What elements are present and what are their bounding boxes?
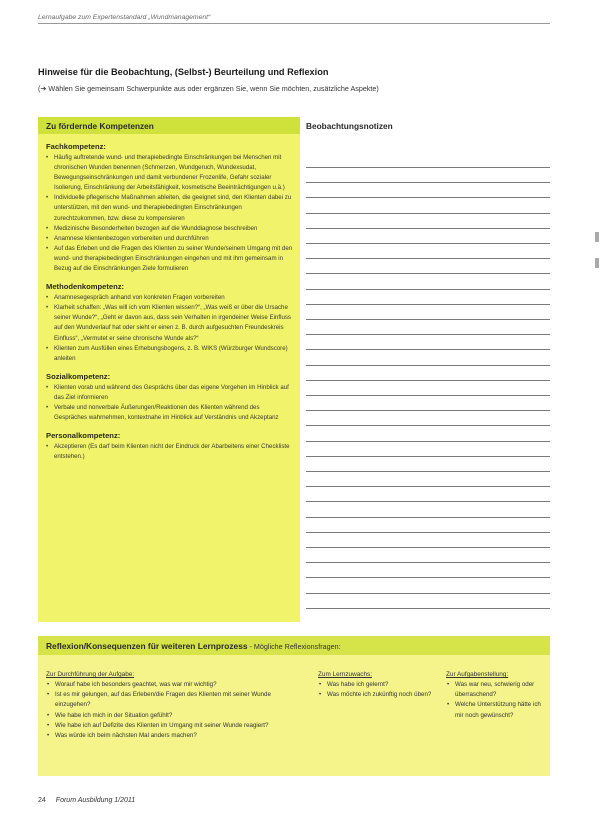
list-item: • Klarheit schaffen: „Was will ich vom Klienten wissen?“, „Was weiß er über die Ursache seiner Wunde?“, „Geht er davon aus, dass sein Verhalten in irgendeiner Weise Einfluss auf den Wundverlauf hat oder sieht er einen z. B. durch aufgesuchten Freundeskreis Einfluss“, „Vermutet er seine chronische Wunde als?“ — [46, 303, 294, 343]
notes-writing-line[interactable] — [306, 410, 550, 411]
notes-writing-line[interactable] — [306, 395, 550, 396]
competencies-column — [38, 117, 300, 622]
notes-writing-line[interactable] — [306, 471, 550, 472]
reflection-list — [46, 680, 308, 741]
notes-writing-line[interactable] — [306, 593, 550, 594]
competency-list — [46, 293, 294, 364]
notes-writing-line[interactable] — [306, 380, 550, 381]
competency-section-personal — [38, 431, 300, 462]
competency-section-fach — [38, 142, 300, 274]
competency-section-methoden — [38, 282, 300, 364]
reflection-heading — [38, 636, 550, 655]
competency-title: Personalkompetenz: — [46, 431, 121, 441]
scan-edge-mark — [595, 232, 599, 242]
list-item: • Was würde ich beim nächsten Mal anders machen? — [46, 731, 308, 741]
list-item: • Akzeptieren (Es darf beim Klienten nicht der Eindruck der Abarbeitens einer Checkliste entstehen.) — [46, 442, 294, 462]
observation-notes-column — [300, 117, 550, 622]
reflection-col-execution — [46, 671, 308, 741]
page-title: Hinweise für die Beobachtung, (Selbst-) Beurteilung und Reflexion — [38, 67, 329, 77]
notes-writing-line[interactable] — [306, 441, 550, 442]
page-number: 24 — [38, 797, 46, 804]
notes-writing-line[interactable] — [306, 258, 550, 259]
notes-heading: Beobachtungsnotizen — [306, 121, 393, 131]
reflection-col-heading: Zur Durchführung der Aufgabe: — [46, 671, 135, 678]
list-item: • Ist es mir gelungen, auf das Erleben/die Fragen des Klienten mit seiner Wunde einzugehen? — [46, 690, 308, 710]
notes-writing-line[interactable] — [306, 319, 550, 320]
notes-writing-line[interactable] — [306, 304, 550, 305]
notes-writing-line[interactable] — [306, 167, 550, 168]
notes-writing-line[interactable] — [306, 517, 550, 518]
notes-writing-line[interactable] — [306, 197, 550, 198]
competency-list — [46, 383, 294, 423]
list-item: • Was war neu, schwierig oder überraschend? — [446, 680, 542, 700]
list-item: • Anamnesegespräch anhand von konkreten Fragen vorbereiten — [46, 293, 294, 303]
notes-writing-line[interactable] — [306, 425, 550, 426]
notes-writing-line[interactable] — [306, 547, 550, 548]
list-item: • Worauf habe ich besonders geachtet, was war mir wichtig? — [46, 680, 308, 690]
reflection-box — [38, 636, 550, 776]
list-item: • Was möchte ich zukünftig noch üben? — [318, 690, 438, 700]
reflection-heading-bold: Reflexion/Konsequenzen für weiteren Lernprozess — [46, 641, 248, 651]
competency-list — [46, 442, 294, 462]
reflection-list — [318, 680, 438, 700]
notes-writing-line[interactable] — [306, 501, 550, 502]
notes-writing-line[interactable] — [306, 486, 550, 487]
notes-writing-line[interactable] — [306, 243, 550, 244]
notes-writing-line[interactable] — [306, 532, 550, 533]
reflection-col-learning — [308, 671, 438, 741]
competency-list — [46, 153, 294, 274]
list-item: • Welche Unterstützung hätte ich mir noch gewünscht? — [446, 700, 542, 720]
competency-title: Sozialkompetenz: — [46, 371, 111, 381]
notes-writing-line[interactable] — [306, 456, 550, 457]
page-subtitle: (➔ Wählen Sie gemeinsam Schwerpunkte aus oder ergänzen Sie, wenn Sie möchten, zusätzliche Aspekte) — [38, 84, 379, 93]
list-item: • Was habe ich gelernt? — [318, 680, 438, 690]
competencies-heading: Zu fördernde Kompetenzen — [38, 117, 300, 134]
page-footer — [38, 797, 135, 804]
reflection-columns — [46, 671, 542, 741]
competency-title: Fachkompetenz: — [46, 142, 106, 151]
notes-writing-line[interactable] — [306, 213, 550, 214]
notes-writing-line[interactable] — [306, 289, 550, 290]
list-item: • Verbale und nonverbale Äußerungen/Reaktionen des Klienten während des Gespräches wahrnehmen, kontextnahe im Hinblick auf Verständnis und Akzeptanz — [46, 403, 294, 423]
list-item: • Häufig auftretende wund- und therapiebedingte Einschränkungen bei Menschen mit chronischen Wunden benennen (Schmerzen, Wundgeruch, Wundexsudat, Bewegungseinschränkungen und damit verbundener Frozenlife, Gefahr sozialer Isolierung, Einschränkung der Arbeitsfähigkeit, kosmetische Beeinträchtigungen u.ä.) — [46, 153, 294, 193]
list-item: • Anamnese klientenbezogen vorbereiten und durchführen — [46, 234, 294, 244]
list-item: • Klienten vorab und während des Gesprächs über das eigene Vorgehen im Hinblick auf das Ziel informieren — [46, 383, 294, 403]
publication-name: Forum Ausbildung 1/2011 — [55, 797, 136, 804]
reflection-heading-rest: - Mögliche Reflexionsfragen: — [247, 642, 341, 651]
competency-section-sozial — [38, 372, 300, 423]
notes-writing-line[interactable] — [306, 577, 550, 578]
list-item: • Auf das Erleben und die Fragen des Klienten zu seiner Wunde/seinem Umgang mit den wund- und therapiebedingten Einschränkungen eingehen und mit ihm gemeinsam in Bezug auf die Einschränkungen Ziele formulieren — [46, 244, 294, 274]
reflection-col-heading: Zur Aufgabenstellung: — [446, 671, 509, 678]
notes-writing-line[interactable] — [306, 334, 550, 335]
running-header: Lernaufgabe zum Expertenstandard „Wundmanagement“ — [38, 14, 550, 24]
notes-writing-line[interactable] — [306, 182, 550, 183]
notes-writing-line[interactable] — [306, 365, 550, 366]
list-item: • Wie habe ich mich in der Situation gefühlt? — [46, 711, 308, 721]
list-item: • Individuelle pflegerische Maßnahmen ableiten, die geeignet sind, den Klienten dabei zu unterstützen, mit den wund- und therapiebedingten Einschränkungen zurechtzukommen, bzw. diese zu kompensieren — [46, 193, 294, 223]
list-item: • Wie habe ich auf Defizite des Klienten im Umgang mit seiner Wunde reagiert? — [46, 721, 308, 731]
reflection-col-heading: Zum Lernzuwachs: — [318, 671, 372, 678]
notes-writing-line[interactable] — [306, 608, 550, 609]
notes-writing-line[interactable] — [306, 562, 550, 563]
competency-title: Methodenkompetenz: — [46, 282, 125, 292]
list-item: • Klienten zum Ausfüllen eines Erhebungsbogens, z. B. WIKS (Würzburger Wundscore) anleiten — [46, 344, 294, 364]
notes-writing-line[interactable] — [306, 273, 550, 274]
reflection-list — [446, 680, 542, 721]
notes-writing-line[interactable] — [306, 228, 550, 229]
list-item: • Medizinische Besonderheiten bezogen auf die Wunddiagnose beschreiben — [46, 224, 294, 234]
scan-edge-mark — [595, 258, 599, 268]
reflection-col-task — [438, 671, 542, 741]
notes-writing-line[interactable] — [306, 349, 550, 350]
